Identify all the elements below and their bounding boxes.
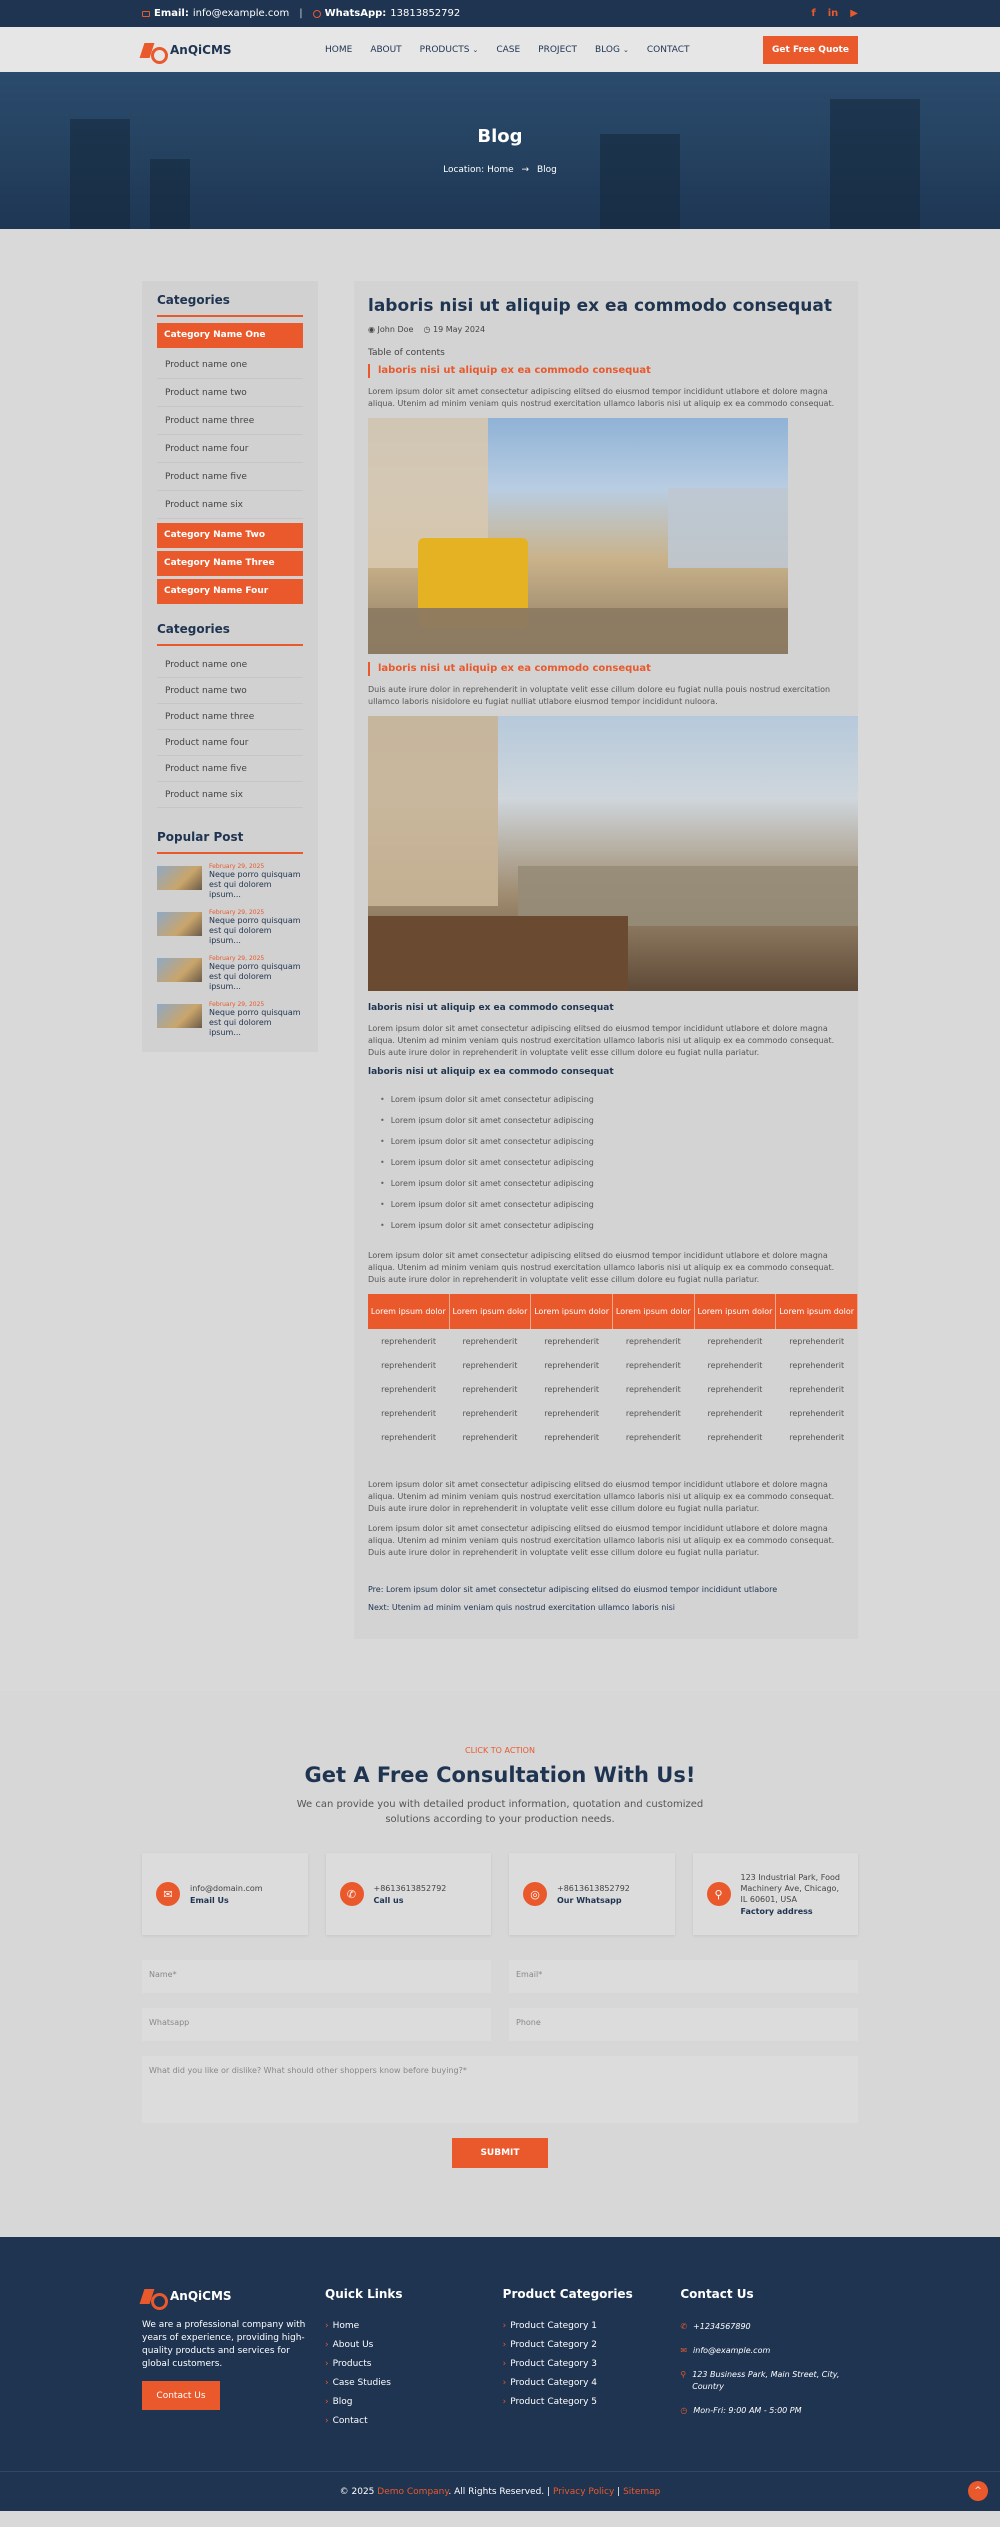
clock-icon: ◷ [680, 2406, 688, 2415]
product-link[interactable]: Product name two [157, 379, 303, 407]
paragraph: Lorem ipsum dolor sit amet consectetur adipiscing elitsed do eiusmod tempor incididunt utlabore et dolore magna aliqua. Utenim ad minim veniam quis nostrud exercitation ullamco laboris nisi ut aliquip ex ea commodo consequat. [368, 387, 835, 408]
youtube-icon[interactable]: ▶ [850, 8, 858, 19]
post-date: February 29, 2025 [209, 909, 265, 916]
contact-card-email[interactable]: ✉ info@domain.com Email Us [142, 1853, 308, 1935]
logo-mark-icon [142, 2287, 164, 2305]
chevron-up-icon: ^ [974, 2486, 982, 2496]
table-row [368, 1353, 858, 1377]
footer-email[interactable]: ✉ info@example.com [680, 2346, 771, 2355]
phone-icon: ✆ [340, 1882, 364, 1906]
section-heading: laboris nisi ut aliquip ex ea commodo consequat [368, 662, 844, 676]
table-cell: reprehenderit [462, 1360, 518, 1370]
table-of-contents-label[interactable]: Table of contents [368, 348, 445, 358]
message-textarea[interactable]: What did you like or dislike? What should other shoppers know before buying?* [142, 2056, 858, 2123]
product-link[interactable]: Product name four [157, 435, 303, 463]
product-link[interactable]: Product name five [157, 756, 303, 782]
table-cell: reprehenderit [625, 1408, 681, 1418]
table-row [368, 1401, 858, 1425]
table-cell: reprehenderit [462, 1408, 518, 1418]
breadcrumb-blog[interactable]: Blog [536, 165, 557, 175]
footer-link[interactable]: › Case Studies [325, 2378, 503, 2388]
nav-blog[interactable]: BLOG ⌄ [595, 44, 629, 55]
table-cell: reprehenderit [625, 1432, 681, 1442]
table-cell: reprehenderit [789, 1360, 845, 1370]
topbar-separator: | [299, 8, 303, 19]
footer-about-text: We are a professional company with years of experience, providing high-quality products and services for global customers. [142, 2320, 306, 2369]
nav-case[interactable]: CASE [496, 44, 521, 55]
chevron-down-icon: ⌄ [622, 45, 629, 54]
name-field[interactable]: Name* [142, 1960, 491, 1993]
footer-phone[interactable]: ✆ +1234567890 [680, 2322, 751, 2331]
table-cell: reprehenderit [707, 1432, 763, 1442]
table-cell: reprehenderit [789, 1408, 845, 1418]
arrow-right-icon: → [521, 165, 530, 175]
footer-link[interactable]: › Product Category 1 [503, 2321, 681, 2331]
product-link[interactable]: Product name six [157, 782, 303, 808]
phone-icon: ✆ [680, 2322, 688, 2331]
subheading: laboris nisi ut aliquip ex ea commodo consequat [368, 1003, 614, 1013]
post-thumbnail [157, 866, 202, 890]
table-cell: reprehenderit [625, 1336, 681, 1346]
table-cell: reprehenderit [381, 1432, 436, 1442]
copyright-bar: © 2025 Demo Company. All Rights Reserved. | Privacy Policy | Sitemap [0, 2471, 1000, 2511]
location-pin-icon: ⚲ [680, 2370, 687, 2379]
table-cell: reprehenderit [381, 1360, 436, 1370]
popular-post[interactable] [157, 863, 303, 900]
table-cell: reprehenderit [544, 1360, 600, 1370]
post-thumbnail [157, 1004, 202, 1028]
cta-title: Get A Free Consultation With Us! [304, 1763, 696, 1787]
product-link[interactable]: Product name three [157, 704, 303, 730]
table-body [368, 1329, 858, 1449]
product-link[interactable]: Product name three [157, 407, 303, 435]
email-icon: ✉ [156, 1882, 180, 1906]
table-cell: reprehenderit [789, 1336, 845, 1346]
paragraph: Lorem ipsum dolor sit amet consectetur adipiscing elitsed do eiusmod tempor incididunt utlabore et dolore magna aliqua. Utenim ad minim veniam quis nostrud exercitation ullamco laboris nisi ut aliquip ex ea commodo consequat. Duis aute irure dolor in reprehenderit in voluptate velit esse cillum dolore eu fugiat nulla pariatur. [368, 1524, 835, 1557]
section-heading: laboris nisi ut aliquip ex ea commodo consequat [368, 364, 844, 378]
previous-post-link[interactable]: Pre: Lorem ipsum dolor sit amet consectetur adipiscing elitsed do eiusmod tempor incididunt utlabore [368, 1585, 778, 1594]
breadcrumb: Location: Home → Blog [443, 165, 557, 175]
topbar-whatsapp[interactable]: WhatsApp: 13813852792 [313, 8, 461, 19]
footer-about [142, 2287, 325, 2435]
category-four[interactable]: Category Name Four [157, 579, 303, 604]
post-date: February 29, 2025 [209, 863, 265, 870]
post-title: Neque porro quisquam est qui dolorem ipsum... [209, 916, 301, 945]
footer-link[interactable]: › Blog [325, 2397, 503, 2407]
post-thumbnail [157, 912, 202, 936]
mail-icon [142, 11, 150, 17]
topbar-email[interactable]: Email: info@example.com [142, 8, 289, 19]
consultation-form [142, 1960, 858, 2168]
main-content [0, 229, 1000, 1691]
bullet-list [380, 1089, 844, 1236]
table-header-cell: Lorem ipsum dolor [531, 1294, 613, 1329]
table-cell: reprehenderit [462, 1384, 518, 1394]
footer-link[interactable]: › Products [325, 2359, 503, 2369]
list-item: • Lorem ipsum dolor sit amet consectetur adipiscing [380, 1089, 844, 1110]
table-cell: reprehenderit [544, 1384, 600, 1394]
list-item: • Lorem ipsum dolor sit amet consectetur adipiscing [380, 1194, 844, 1215]
sitemap-link[interactable]: Sitemap [623, 2487, 661, 2497]
table-cell: reprehenderit [381, 1408, 436, 1418]
footer-contact-button[interactable]: Contact Us [142, 2381, 220, 2410]
page-title: Blog [477, 126, 523, 147]
nav-products[interactable]: PRODUCTS ⌄ [419, 44, 479, 55]
post-title: Neque porro quisquam est qui dolorem ipsum... [209, 1008, 301, 1037]
list-item: • Lorem ipsum dolor sit amet consectetur adipiscing [380, 1110, 844, 1131]
contact-card-whatsapp[interactable]: ◎ +8613613852792 Our Whatsapp [509, 1853, 675, 1935]
footer-link[interactable]: › Product Category 4 [503, 2378, 681, 2388]
post-title: Neque porro quisquam est qui dolorem ipsum... [209, 962, 301, 991]
back-to-top-button[interactable] [968, 2481, 988, 2501]
sidebar-categories-title-2: Categories [157, 622, 303, 646]
product-link[interactable]: Product name four [157, 730, 303, 756]
submit-button[interactable]: SUBMIT [452, 2138, 548, 2168]
footer-logo[interactable]: AnQiCMS [142, 2287, 325, 2305]
post-date: February 29, 2025 [209, 955, 265, 962]
popular-post-title: Popular Post [157, 830, 303, 854]
paragraph: Lorem ipsum dolor sit amet consectetur adipiscing elitsed do eiusmod tempor incididunt utlabore et dolore magna aliqua. Utenim ad minim veniam quis nostrud exercitation ullamco laboris nisi ut aliquip ex ea commodo consequat. Duis aute irure dolor in reprehenderit in voluptate velit esse cillum dolore eu fugiat nulla pariatur. [368, 1251, 835, 1284]
popular-post[interactable] [157, 909, 303, 946]
table-cell: reprehenderit [707, 1408, 763, 1418]
table-cell: reprehenderit [789, 1432, 845, 1442]
whatsapp-field[interactable]: Whatsapp [142, 2008, 491, 2041]
table-cell: reprehenderit [544, 1432, 600, 1442]
footer-link[interactable]: › About Us [325, 2340, 503, 2350]
social-links [811, 8, 858, 19]
site-logo[interactable]: AnQiCMS [142, 41, 325, 59]
phone-field[interactable]: Phone [509, 2008, 858, 2041]
table-cell: reprehenderit [707, 1336, 763, 1346]
table-cell: reprehenderit [707, 1384, 763, 1394]
post-thumbnail [157, 958, 202, 982]
paragraph: Duis aute irure dolor in reprehenderit in voluptate velit esse cillum dolore eu fugiat nulla pouis nostrud exercitation ullamco laboris nisidolore eu fugiat nulliat utlabore eiusmod tempor incididunt nuloora. [368, 685, 831, 706]
popular-post[interactable] [157, 955, 303, 992]
sidebar [142, 281, 318, 1052]
breadcrumb-home[interactable]: Home [487, 165, 514, 175]
product-link[interactable]: Product name one [157, 652, 303, 678]
table-cell: reprehenderit [544, 1408, 600, 1418]
category-product-list [157, 652, 303, 808]
table-cell: reprehenderit [381, 1336, 436, 1346]
footer-product-categories: Product Categories › Product Category 1 › Product Category 2 › Product Category 3 › Product Category 4 › Product Category 5 [503, 2287, 681, 2435]
category-two[interactable]: Category Name Two [157, 523, 303, 548]
contact-card-address: ⚲ 123 Industrial Park, Food Machinery Ave, Chicago, IL 60601, USA Factory address [693, 1853, 859, 1935]
table-header-cell: Lorem ipsum dolor [368, 1294, 449, 1329]
list-item: • Lorem ipsum dolor sit amet consectetur adipiscing [380, 1215, 844, 1236]
subheading: laboris nisi ut aliquip ex ea commodo consequat [368, 1067, 614, 1077]
consultation-section [0, 1691, 1000, 2237]
table-cell: reprehenderit [544, 1336, 600, 1346]
footer-link[interactable]: › Contact [325, 2416, 503, 2426]
table-cell: reprehenderit [381, 1384, 436, 1394]
get-free-quote-button[interactable]: Get Free Quote [763, 36, 858, 64]
footer-link[interactable]: › Product Category 3 [503, 2359, 681, 2369]
linkedin-icon[interactable]: in [827, 8, 839, 19]
page-hero-banner [0, 72, 1000, 229]
footer-hours: ◷ Mon-Fri: 9:00 AM - 5:00 PM [680, 2406, 802, 2415]
cta-kicker: CLICK TO ACTION [465, 1746, 535, 1755]
footer-contact: Contact Us ✆ +1234567890 ✉ info@example.com ⚲ 123 Business Park, Main Street, City, Country ◷ Mon-Fri: 9:00 AM - 5:00 PM [680, 2287, 858, 2435]
list-item: • Lorem ipsum dolor sit amet consectetur adipiscing [380, 1152, 844, 1173]
sidebar-categories-title: Categories [157, 293, 303, 317]
cta-subtitle: We can provide you with detailed product information, quotation and customized solutions according to your production needs. [296, 1799, 704, 1825]
post-date: February 29, 2025 [209, 1001, 265, 1008]
table-row [368, 1329, 858, 1353]
table-header-cell: Lorem ipsum dolor [776, 1294, 858, 1329]
whatsapp-icon [313, 10, 321, 18]
construction-site-photo [368, 716, 858, 991]
paragraph: Lorem ipsum dolor sit amet consectetur adipiscing elitsed do eiusmod tempor incididunt utlabore et dolore magna aliqua. Utenim ad minim veniam quis nostrud exercitation ullamco laboris nisi ut aliquip ex ea commodo consequat. Duis aute irure dolor in reprehenderit in voluptate velit esse cillum dolore eu fugiat nulla pariatur. [368, 1024, 835, 1057]
footer-address: ⚲ 123 Business Park, Main Street, City, Country [680, 2370, 840, 2391]
chevron-down-icon: ⌄ [472, 45, 479, 54]
table-cell: reprehenderit [462, 1432, 518, 1442]
table-header-cell: Lorem ipsum dolor [449, 1294, 531, 1329]
footer-link[interactable]: › Product Category 5 [503, 2397, 681, 2407]
product-link[interactable]: Product name six [157, 491, 303, 519]
nav-contact[interactable]: CONTACT [646, 44, 690, 55]
table-header-row [368, 1294, 858, 1329]
table-header-cell: Lorem ipsum dolor [612, 1294, 694, 1329]
table-cell: reprehenderit [789, 1384, 845, 1394]
table-cell: reprehenderit [462, 1336, 518, 1346]
main-nav [325, 45, 690, 55]
rebar-stack-shape [368, 916, 628, 991]
table-header-cell: Lorem ipsum dolor [694, 1294, 776, 1329]
data-table [368, 1294, 858, 1449]
building-shape [668, 488, 788, 568]
nav-about[interactable]: ABOUT [370, 44, 402, 55]
next-post-link[interactable]: Next: Utenim ad minim veniam quis nostrud exercitation ullamco laboris nisi [368, 1603, 675, 1612]
top-bar [0, 0, 1000, 27]
building-shape [368, 716, 498, 906]
post-navigation [368, 1585, 844, 1612]
logo-mark-icon [142, 41, 164, 59]
facebook-icon[interactable]: f [811, 8, 816, 19]
product-link[interactable]: Product name two [157, 678, 303, 704]
clock-icon: ◷ [423, 325, 433, 334]
category-one[interactable]: Category Name One [157, 323, 303, 348]
paragraph: Lorem ipsum dolor sit amet consectetur adipiscing elitsed do eiusmod tempor incididunt utlabore et dolore magna aliqua. Utenim ad minim veniam quis nostrud exercitation ullamco laboris nisi ut aliquip ex ea commodo consequat. Duis aute irure dolor in reprehenderit in voluptate velit esse cillum dolore eu fugiat nulla pariatur. [368, 1480, 835, 1513]
nav-project[interactable]: PROJECT [538, 44, 578, 55]
ground-shape [368, 608, 788, 654]
article-meta [368, 325, 844, 334]
nav-home[interactable]: HOME [325, 44, 353, 55]
privacy-policy-link[interactable]: Privacy Policy [552, 2487, 615, 2497]
user-icon: ◉ [368, 325, 378, 334]
list-item: • Lorem ipsum dolor sit amet consectetur adipiscing [380, 1173, 844, 1194]
article-title: laboris nisi ut aliquip ex ea commodo consequat [368, 296, 832, 316]
location-pin-icon: ⚲ [707, 1882, 731, 1906]
site-footer [0, 2237, 1000, 2511]
product-link[interactable]: Product name five [157, 463, 303, 491]
publish-date: ◷ 19 May 2024 [423, 325, 486, 334]
table-row [368, 1377, 858, 1401]
table-row [368, 1425, 858, 1449]
building-silhouette [600, 134, 680, 229]
product-link[interactable]: Product name one [157, 351, 303, 379]
mail-icon: ✉ [680, 2346, 688, 2355]
company-link[interactable]: Demo Company [377, 2487, 449, 2497]
category-three[interactable]: Category Name Three [157, 551, 303, 576]
table-cell: reprehenderit [625, 1360, 681, 1370]
footer-quick-links: Quick Links › Home › About Us › Products › Case Studies › Blog › Contact [325, 2287, 503, 2435]
footer-link[interactable]: › Product Category 2 [503, 2340, 681, 2350]
contact-cards [142, 1853, 858, 1935]
list-item: • Lorem ipsum dolor sit amet consectetur adipiscing [380, 1131, 844, 1152]
table-cell: reprehenderit [707, 1360, 763, 1370]
site-header [0, 27, 1000, 72]
email-field[interactable]: Email* [509, 1960, 858, 1993]
post-title: Neque porro quisquam est qui dolorem ipsum... [209, 870, 301, 899]
table-cell: reprehenderit [625, 1384, 681, 1394]
footer-link[interactable]: › Home [325, 2321, 503, 2331]
author: ◉ John Doe [368, 325, 414, 334]
whatsapp-icon: ◎ [523, 1882, 547, 1906]
contact-card-phone[interactable]: ✆ +8613613852792 Call us [326, 1853, 492, 1935]
construction-photo [368, 418, 788, 654]
building-silhouette [830, 99, 920, 229]
blog-article [354, 281, 858, 1639]
popular-post[interactable] [157, 1001, 303, 1038]
